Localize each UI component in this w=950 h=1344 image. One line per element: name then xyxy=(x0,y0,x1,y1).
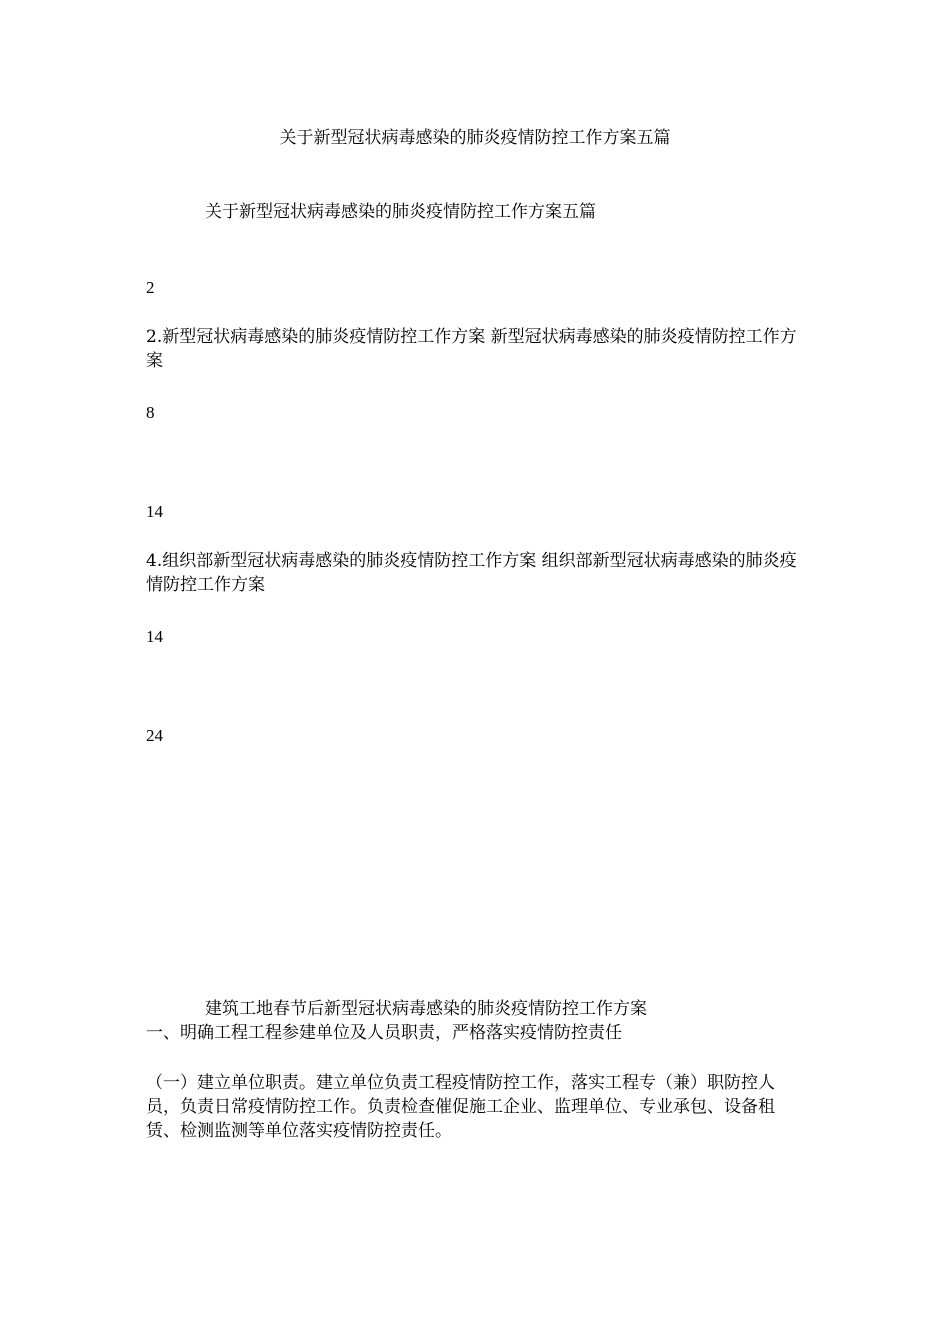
toc-entry: 4.组织部新型冠状病毒感染的肺炎疫情防控工作方案 组织部新型冠状病毒感染的肺炎疫情防控工作方案 xyxy=(146,551,797,595)
toc-page-number: 24 xyxy=(146,726,163,745)
toc-page-number: 14 xyxy=(146,627,163,646)
toc-page-number: 2 xyxy=(146,278,155,297)
body-paragraph: （一）建立单位职责。建立单位负责工程疫情防控工作，落实工程专（兼）职防控人员，负责日常疫情防控工作。负责检查催促施工企业、监理单位、专业承包、设备租赁、检测监测等单位落实疫情防控责任。 xyxy=(146,1073,775,1141)
toc-page-number: 14 xyxy=(146,502,163,521)
document-title: 关于新型冠状病毒感染的肺炎疫情防控工作方案五篇 xyxy=(279,128,671,148)
document-subtitle: 关于新型冠状病毒感染的肺炎疫情防控工作方案五篇 xyxy=(205,202,596,222)
toc-page-number: 8 xyxy=(146,403,155,422)
section-title: 一、明确工程工程参建单位及人员职责，严格落实疫情防控责任 xyxy=(146,1023,622,1043)
toc-entry: 2.新型冠状病毒感染的肺炎疫情防控工作方案 新型冠状病毒感染的肺炎疫情防控工作方案 xyxy=(146,327,797,371)
body-heading: 建筑工地春节后新型冠状病毒感染的肺炎疫情防控工作方案 xyxy=(205,999,647,1019)
